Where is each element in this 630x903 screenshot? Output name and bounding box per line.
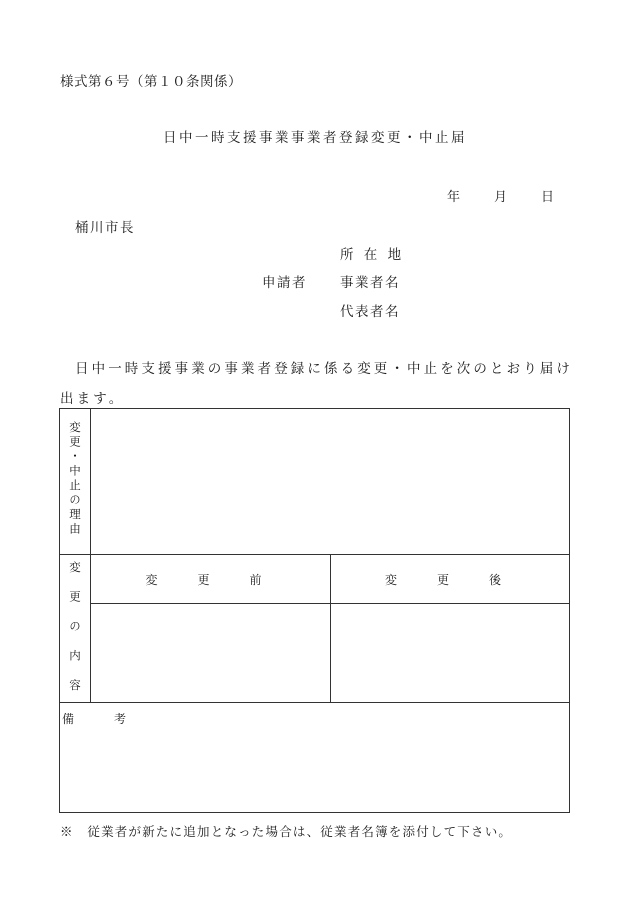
date-year-label: 年 <box>447 190 461 205</box>
applicant-label: 申請者 <box>262 275 307 291</box>
declaration-text: 日中一時支援事業の事業者登録に係る変更・中止を次のとおり届け出ます。 <box>60 361 573 407</box>
before-change-header: 変 更 前 <box>145 573 276 587</box>
document-title: 日中一時支援事業事業者登録変更・中止届 <box>163 130 467 146</box>
change-form-table <box>59 408 570 813</box>
footnote: ※ 従業者が新たに追加となった場合は、従業者名簿を添付して下さい。 <box>60 824 513 839</box>
remarks-label: 備 考 <box>62 712 141 726</box>
address-field-label: 所 在 地 <box>340 247 405 263</box>
remarks-input-area[interactable] <box>96 729 564 807</box>
addressee: 桶川市長 <box>75 220 135 236</box>
form-number: 様式第６号（第１０条関係） <box>60 74 242 90</box>
business-name-field-label: 事業者名 <box>340 275 400 291</box>
date-month-label: 月 <box>494 190 508 205</box>
representative-field-label: 代表者名 <box>340 304 400 320</box>
reason-input-area[interactable] <box>96 413 564 549</box>
after-change-header: 変 更 後 <box>384 573 515 587</box>
row-divider-reason <box>60 554 569 555</box>
after-change-input-area[interactable] <box>336 608 564 696</box>
before-change-input-area[interactable] <box>96 608 324 696</box>
date-day-label: 日 <box>541 190 555 205</box>
change-content-label: 変更の内容 <box>68 561 82 709</box>
reason-label: 変更・中止の理由 <box>68 421 82 537</box>
label-column-divider <box>90 409 91 702</box>
row-divider-content <box>60 702 569 703</box>
